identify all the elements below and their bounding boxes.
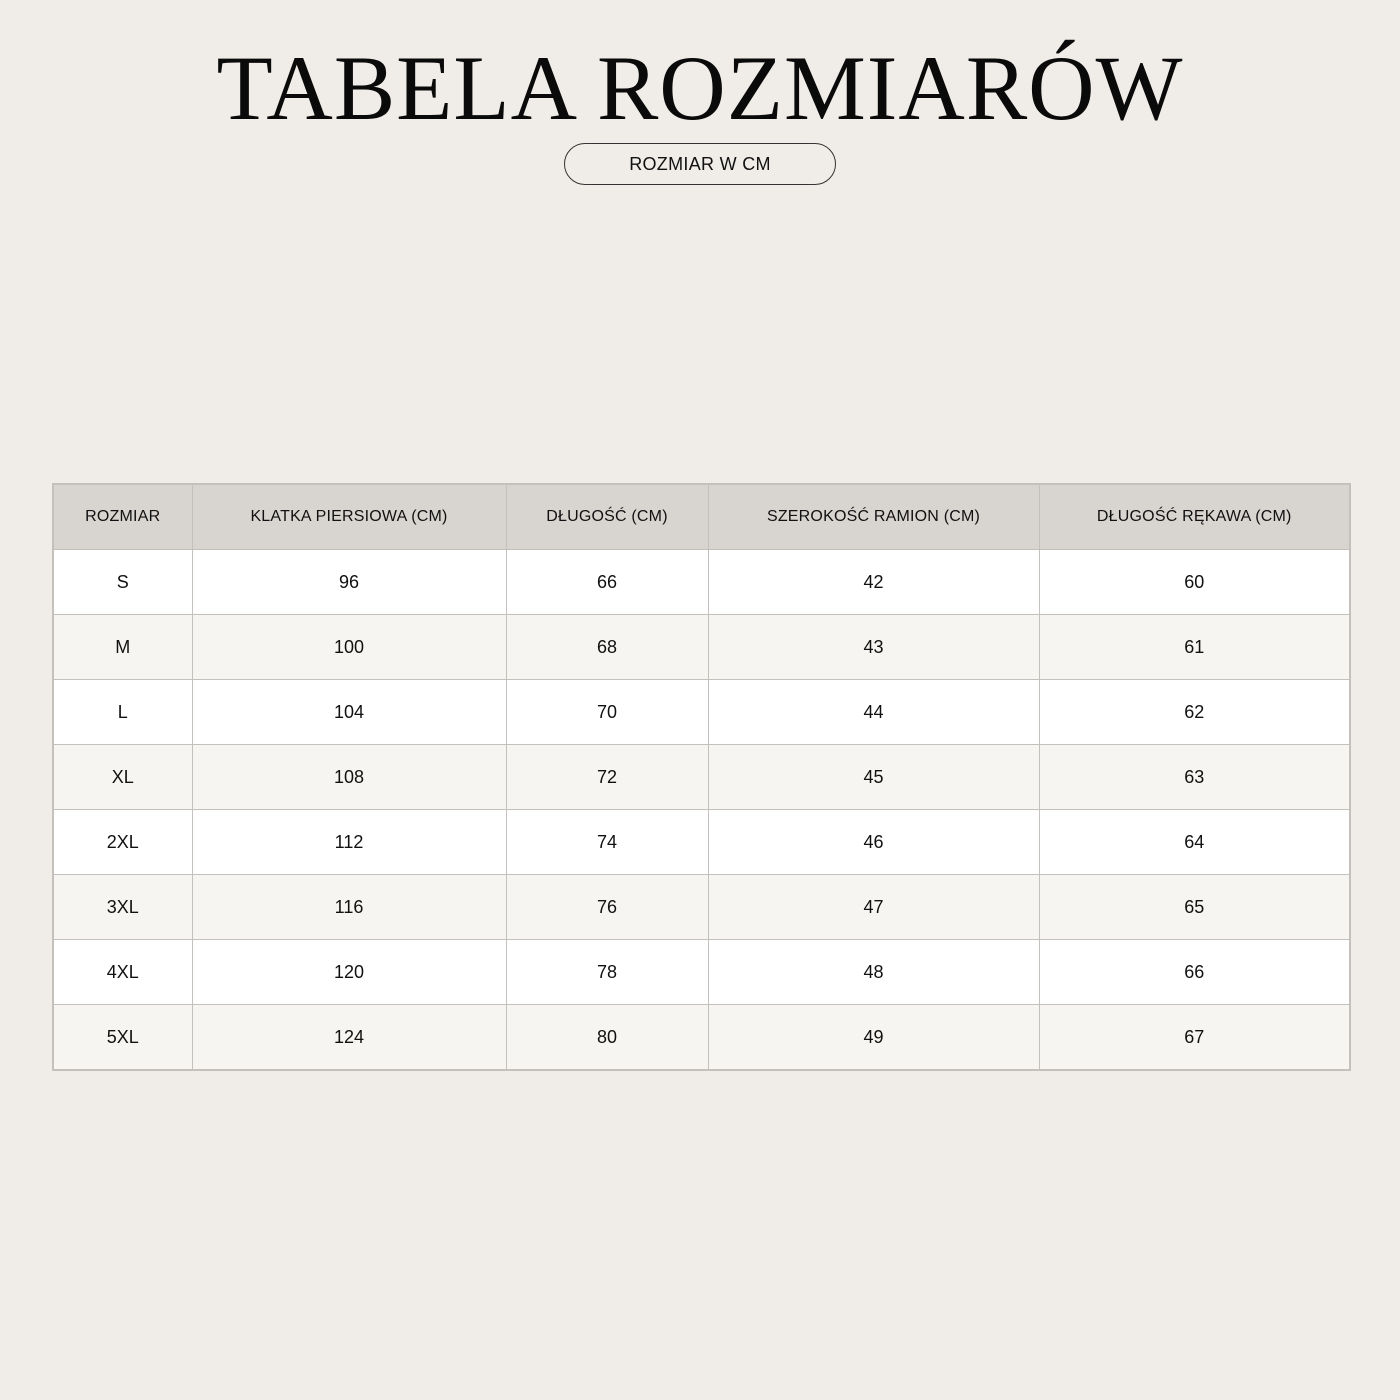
table-row xyxy=(53,810,1350,875)
table-cell: 3XL xyxy=(53,875,192,940)
table-row xyxy=(53,745,1350,810)
unit-badge: ROZMIAR W CM xyxy=(564,143,836,185)
table-cell: 43 xyxy=(708,615,1039,680)
table-cell: 2XL xyxy=(53,810,192,875)
header-cell-chest: KLATKA PIERSIOWA (CM) xyxy=(192,484,506,550)
table-cell: 61 xyxy=(1039,615,1350,680)
table-cell: 68 xyxy=(506,615,708,680)
table-cell: 120 xyxy=(192,940,506,1005)
table-cell: 47 xyxy=(708,875,1039,940)
table-cell: 74 xyxy=(506,810,708,875)
table-cell: 80 xyxy=(506,1005,708,1071)
table-cell: 78 xyxy=(506,940,708,1005)
table-cell: M xyxy=(53,615,192,680)
table-cell: 76 xyxy=(506,875,708,940)
table-cell: 66 xyxy=(506,550,708,615)
table-row xyxy=(53,615,1350,680)
table-header-row xyxy=(53,484,1350,550)
table-cell: 48 xyxy=(708,940,1039,1005)
table-cell: 100 xyxy=(192,615,506,680)
table-cell: 124 xyxy=(192,1005,506,1071)
table-cell: 116 xyxy=(192,875,506,940)
table-cell: 46 xyxy=(708,810,1039,875)
table-cell: 70 xyxy=(506,680,708,745)
table-cell: 49 xyxy=(708,1005,1039,1071)
header-cell-length: DŁUGOŚĆ (CM) xyxy=(506,484,708,550)
table-cell: 44 xyxy=(708,680,1039,745)
header-cell-shoulder-width: SZEROKOŚĆ RAMION (CM) xyxy=(708,484,1039,550)
page-title: TABELA ROZMIARÓW xyxy=(216,37,1184,139)
table-row xyxy=(53,680,1350,745)
table-cell: 42 xyxy=(708,550,1039,615)
table-cell: 5XL xyxy=(53,1005,192,1071)
table-cell: 67 xyxy=(1039,1005,1350,1071)
table-row xyxy=(53,1005,1350,1071)
table-cell: 4XL xyxy=(53,940,192,1005)
table-row xyxy=(53,875,1350,940)
header-cell-size: ROZMIAR xyxy=(53,484,192,550)
table-cell: L xyxy=(53,680,192,745)
table-cell: XL xyxy=(53,745,192,810)
table-cell: 72 xyxy=(506,745,708,810)
table-cell: 112 xyxy=(192,810,506,875)
size-table xyxy=(52,483,1351,1071)
table-row xyxy=(53,940,1350,1005)
table-cell: 96 xyxy=(192,550,506,615)
table-cell: 65 xyxy=(1039,875,1350,940)
table-cell: S xyxy=(53,550,192,615)
table-cell: 60 xyxy=(1039,550,1350,615)
table-cell: 104 xyxy=(192,680,506,745)
table-cell: 45 xyxy=(708,745,1039,810)
header-cell-sleeve-length: DŁUGOŚĆ RĘKAWA (CM) xyxy=(1039,484,1350,550)
table-cell: 64 xyxy=(1039,810,1350,875)
table-row xyxy=(53,550,1350,615)
table-cell: 108 xyxy=(192,745,506,810)
table-cell: 62 xyxy=(1039,680,1350,745)
table-cell: 66 xyxy=(1039,940,1350,1005)
table-cell: 63 xyxy=(1039,745,1350,810)
